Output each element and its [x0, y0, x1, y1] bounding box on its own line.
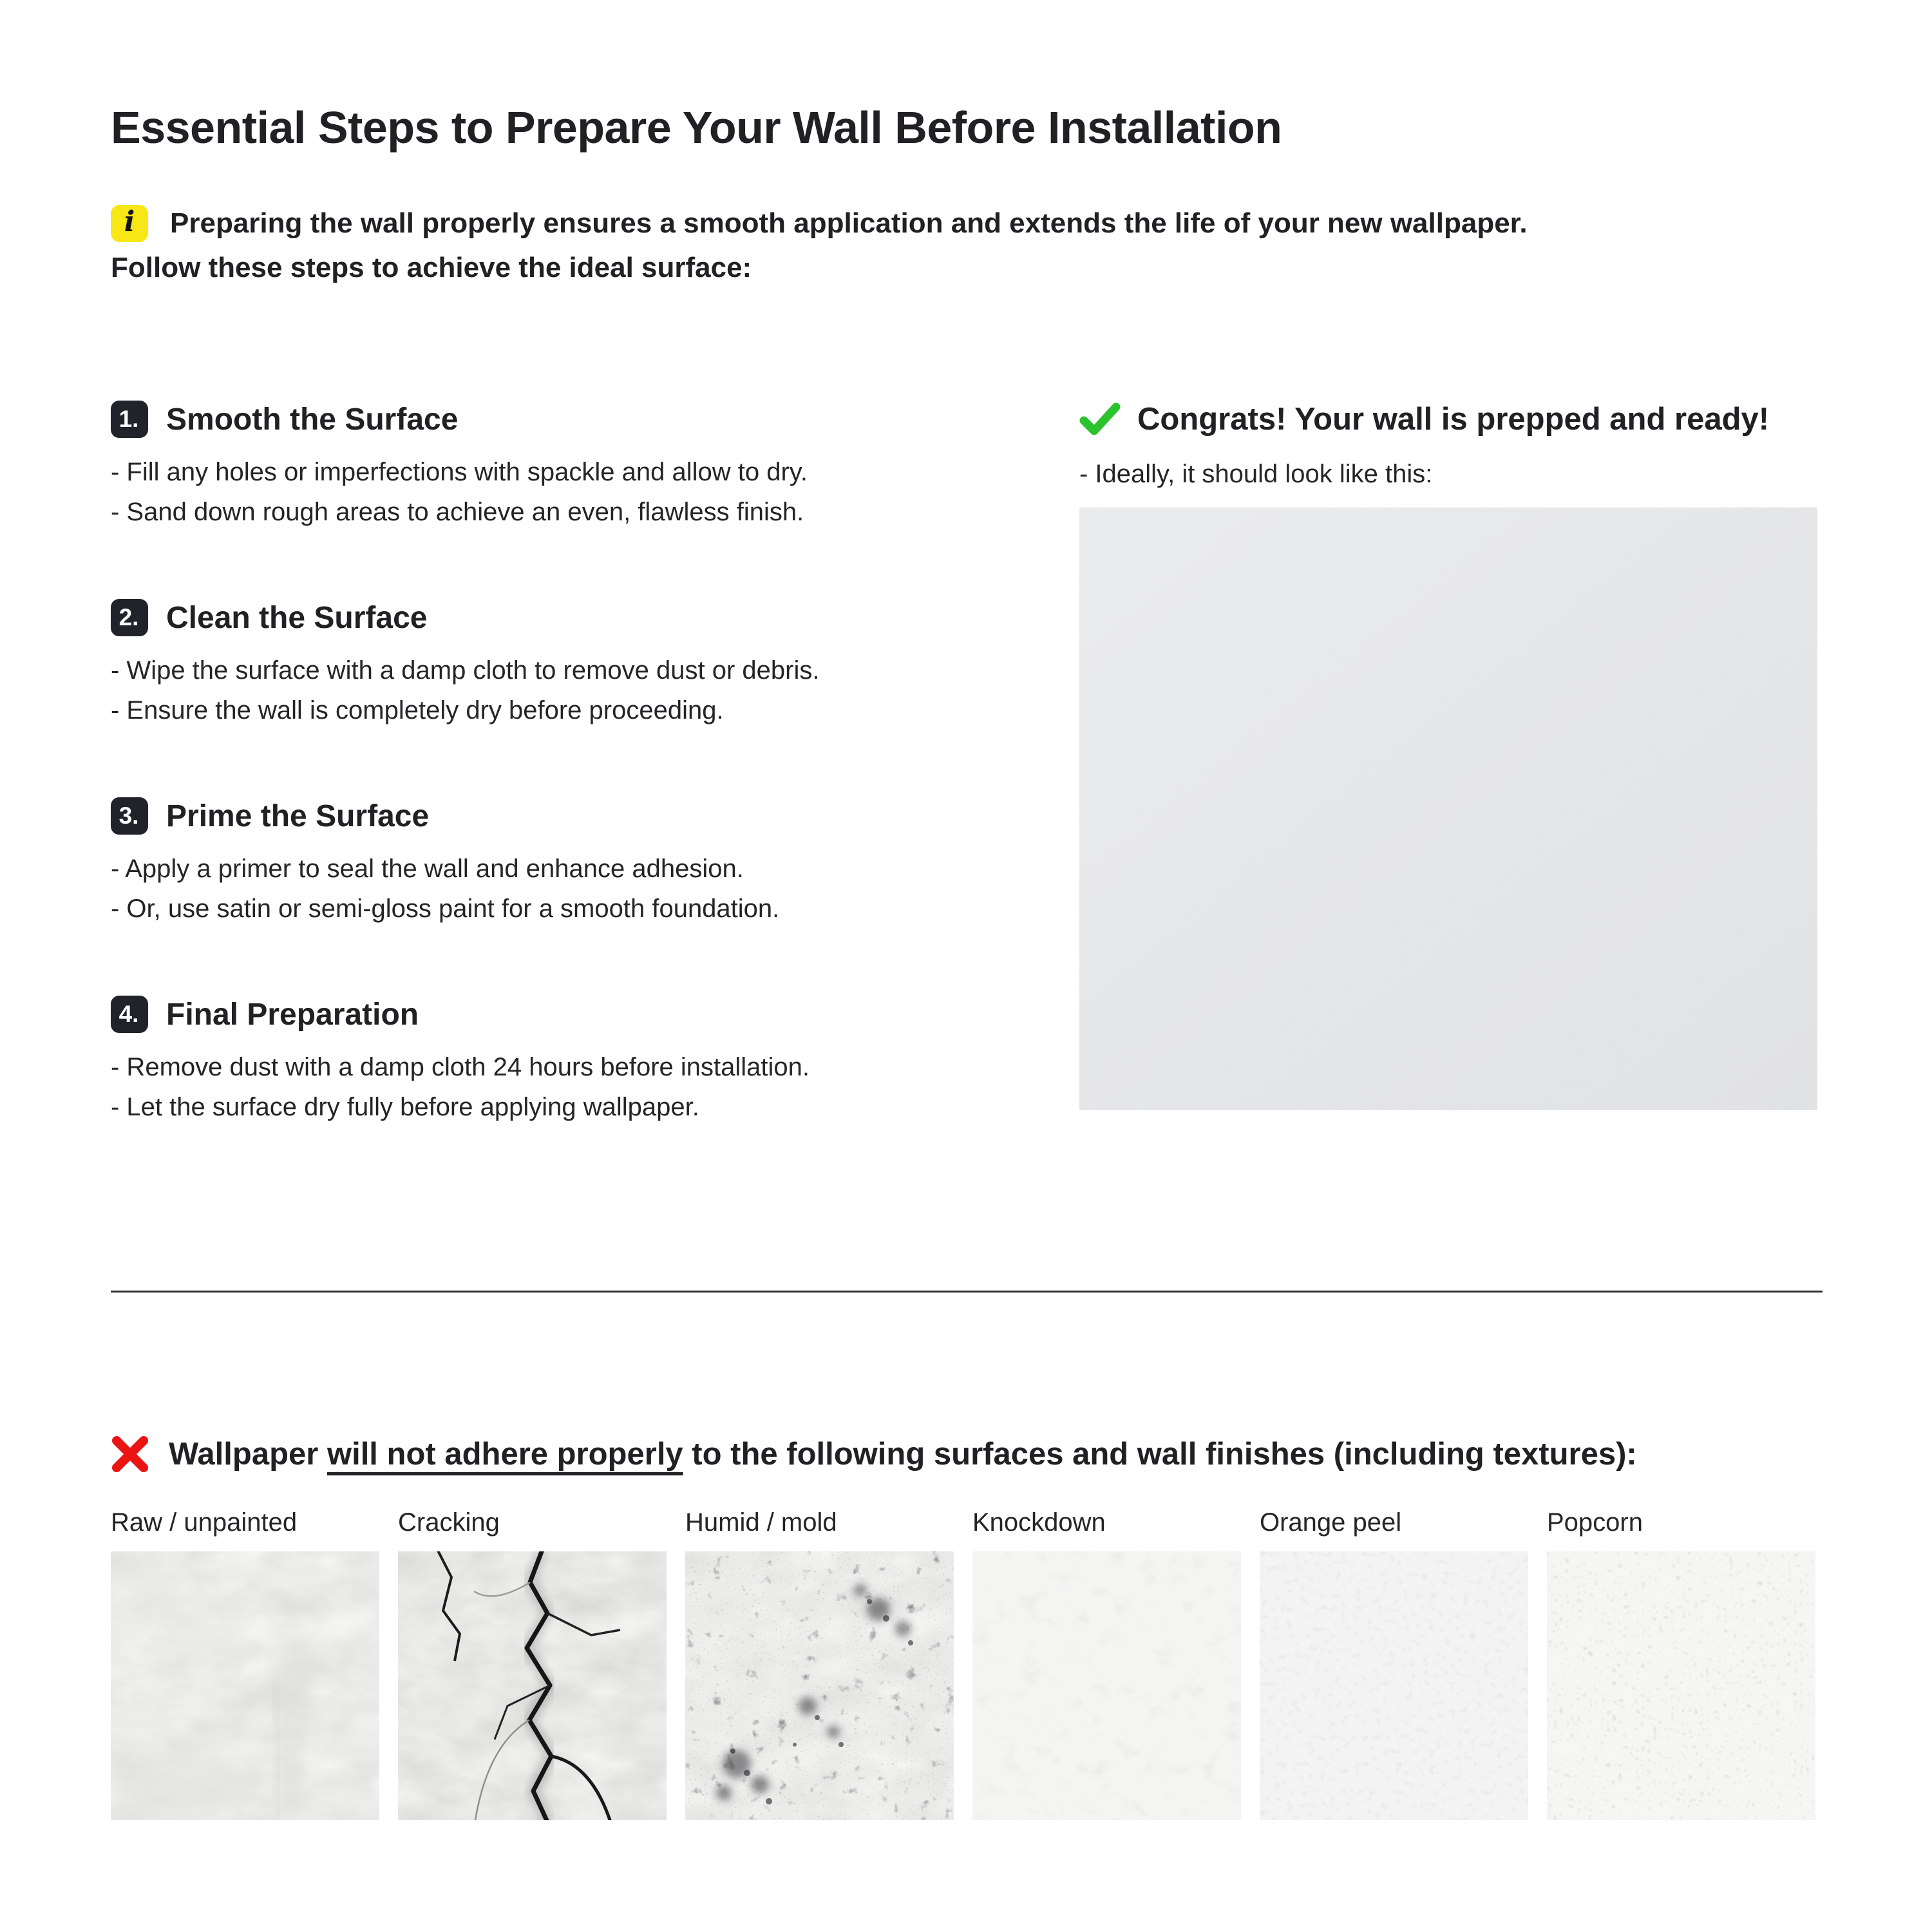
warning-text-underlined: will not adhere properly — [327, 1437, 683, 1472]
step-bullet: - Remove dust with a damp cloth 24 hours before installation. — [111, 1053, 810, 1081]
intro-text-line1: Preparing the wall properly ensures a smooth application and extends the life of your new wallpaper. — [170, 207, 1528, 239]
step-number-badge: 2. — [111, 599, 148, 636]
step-bullet: - Let the surface dry fully before applying wallpaper. — [111, 1093, 699, 1121]
step-3 — [111, 797, 1012, 929]
step-bullet: - Wipe the surface with a damp cloth to remove dust or debris. — [111, 656, 820, 685]
warning-text-prefix: Wallpaper — [169, 1437, 327, 1472]
info-icon — [111, 205, 148, 242]
step-2 — [111, 599, 1012, 730]
x-icon — [111, 1435, 149, 1473]
texture-item-knockdown — [972, 1508, 1241, 1820]
step-title: Prime the Surface — [166, 799, 430, 833]
success-subtitle: - Ideally, it should look like this: — [1079, 460, 1433, 488]
texture-label: Popcorn — [1547, 1508, 1643, 1537]
texture-item-popcorn — [1547, 1508, 1815, 1820]
intro-text-line2: Follow these steps to achieve the ideal surface: — [111, 252, 752, 283]
step-bullet: - Or, use satin or semi-gloss paint for a smooth foundation. — [111, 895, 780, 923]
step-number-badge: 1. — [111, 401, 148, 438]
orange-peel-texture-image — [1260, 1551, 1528, 1820]
texture-label: Humid / mold — [685, 1508, 837, 1537]
page-title: Essential Steps to Prepare Your Wall Before Installation — [111, 102, 1282, 153]
texture-label: Raw / unpainted — [111, 1508, 298, 1537]
step-bullet: - Ensure the wall is completely dry before proceeding. — [111, 696, 724, 724]
section-divider — [111, 1291, 1823, 1293]
cracking-texture-image — [398, 1551, 667, 1820]
step-bullet: - Sand down rough areas to achieve an even, flawless finish. — [111, 498, 804, 526]
info-icon-glyph: i — [124, 205, 135, 238]
knockdown-texture-image — [972, 1551, 1241, 1820]
step-title: Clean the Surface — [166, 600, 428, 635]
step-1 — [111, 401, 1012, 532]
checkmark-icon — [1079, 402, 1121, 436]
texture-item-orange-peel — [1260, 1508, 1528, 1820]
step-bullet: - Fill any holes or imperfections with spackle and allow to dry. — [111, 458, 808, 486]
step-title: Final Preparation — [166, 997, 419, 1032]
step-number-badge: 4. — [111, 996, 148, 1033]
step-number-badge: 3. — [111, 797, 148, 835]
texture-item-raw-unpainted — [111, 1508, 379, 1820]
texture-label: Knockdown — [972, 1508, 1106, 1537]
texture-item-cracking — [398, 1508, 667, 1820]
success-panel — [1079, 399, 1817, 1110]
texture-gallery — [111, 1508, 1850, 1820]
texture-label: Orange peel — [1260, 1508, 1402, 1537]
texture-label: Cracking — [398, 1508, 500, 1537]
popcorn-texture-image — [1547, 1551, 1815, 1820]
texture-item-humid-mold — [685, 1508, 954, 1820]
warning-section — [111, 1435, 1850, 1820]
warning-title — [169, 1435, 1637, 1473]
raw-unpainted-texture-image — [111, 1551, 379, 1820]
intro-note — [111, 201, 1875, 290]
step-title: Smooth the Surface — [166, 402, 459, 437]
success-title: Congrats! Your wall is prepped and ready! — [1137, 402, 1770, 437]
step-bullet: - Apply a primer to seal the wall and enhance adhesion. — [111, 855, 744, 883]
prepped-wall-image — [1079, 507, 1817, 1110]
humid-mold-texture-image — [685, 1551, 954, 1820]
warning-text-suffix: to the following surfaces and wall finishes (including textures): — [683, 1437, 1637, 1472]
steps-list — [111, 401, 1012, 1194]
step-4 — [111, 996, 1012, 1127]
